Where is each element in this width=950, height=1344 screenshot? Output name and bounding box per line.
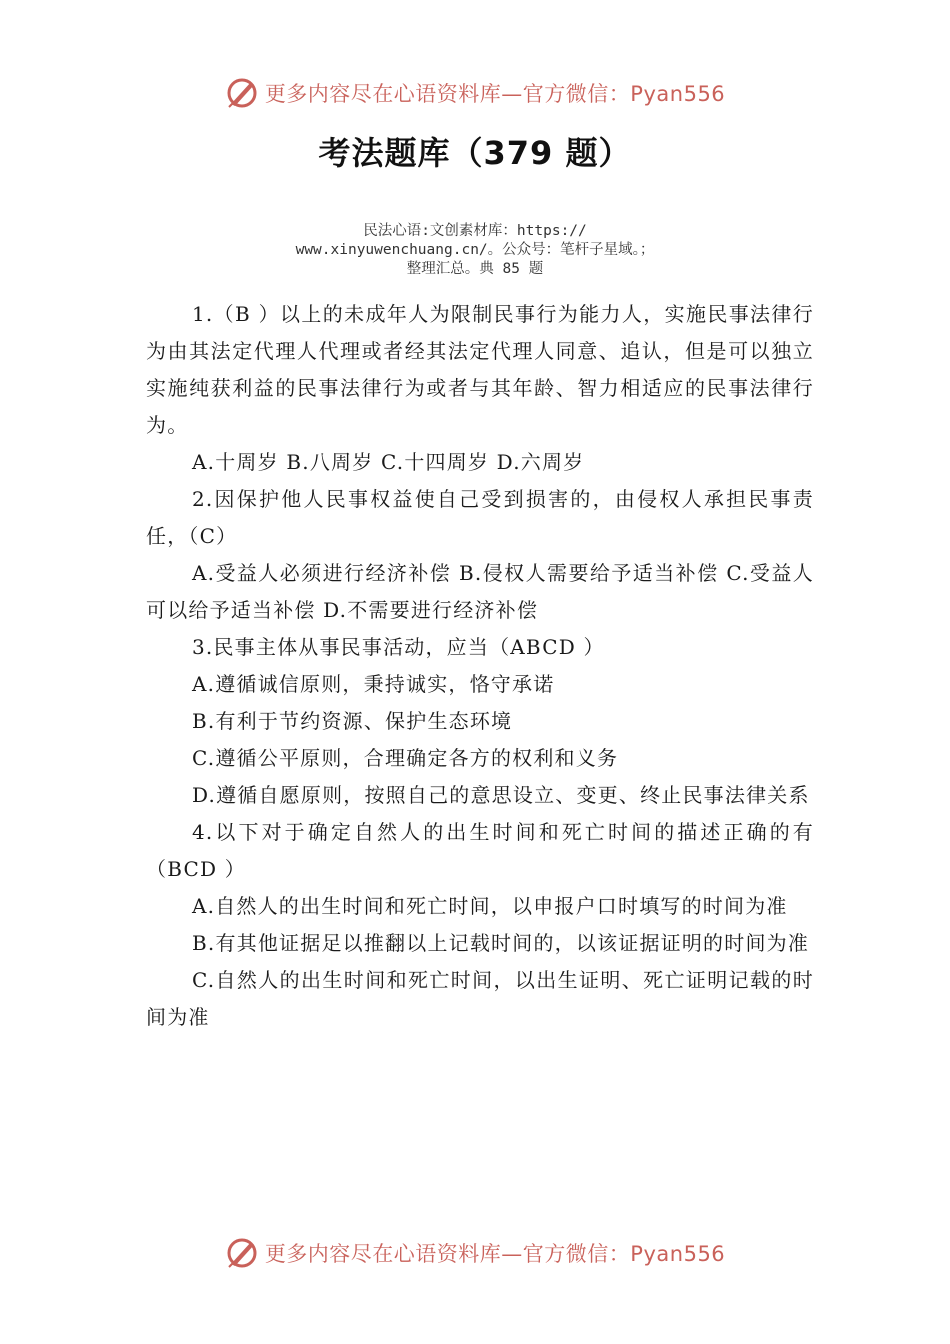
source-line-1: 民法心语:文创素材库：https://: [363, 223, 587, 239]
footer-banner-text: 更多内容尽在心语资料库—官方微信：Pyan556: [264, 1242, 726, 1266]
question-3-option-c: C.遵循公平原则，合理确定各方的权利和义务: [192, 746, 619, 770]
question-4-option-b: B.有其他证据足以推翻以上记载时间的，以该证据证明的时间为准: [192, 931, 810, 955]
header-banner: [0, 73, 950, 113]
source-note: [0, 222, 950, 279]
question-2-stem: 2.因保护他人民事权益使自己受到损害的，由侵权人承担民事责任，（C）: [146, 487, 814, 548]
question-3-stem: 3.民事主体从事民事活动，应当（ABCD ）: [192, 635, 605, 659]
question-2-options: A.受益人必须进行经济补偿 B.侵权人需要给予适当补偿 C.受益人可以给予适当补偿 D.不需要进行经济补偿: [146, 561, 814, 622]
question-body: [146, 296, 814, 1036]
question-3-option-a: A.遵循诚信原则，秉持诚实，恪守承诺: [192, 672, 555, 696]
pen-logo-icon: [225, 1236, 259, 1270]
question-3-option-b: B.有利于节约资源、保护生态环境: [192, 709, 513, 733]
page-title: 考法题库（379 题）: [318, 134, 632, 172]
question-1-stem: 1.（B ）以上的未成年人为限制民事行为能力人，实施民事法律行为由其法定代理人代理或者经其法定代理人同意、追认，但是可以独立实施纯获利益的民事法律行为或者与其年龄、智力相适应的民事法律行为。: [146, 302, 814, 437]
header-banner-text: 更多内容尽在心语资料库—官方微信：Pyan556: [264, 82, 726, 106]
pen-logo-icon: [225, 76, 259, 110]
source-line-3: 整理汇总。典 85 题: [406, 261, 544, 277]
question-1-options: A.十周岁 B.八周岁 C.十四周岁 D.六周岁: [192, 450, 585, 474]
question-4-option-a: A.自然人的出生时间和死亡时间，以申报户口时填写的时间为准: [192, 894, 788, 918]
question-3-option-d: D.遵循自愿原则，按照自己的意思设立、变更、终止民事法律关系: [192, 783, 810, 807]
footer-banner: [0, 1233, 950, 1273]
source-line-2: www.xinyuwenchuang.cn/。公众号：笔杆子星域。；: [295, 242, 655, 258]
question-4-option-c: C.自然人的出生时间和死亡时间，以出生证明、死亡证明记载的时间为准: [146, 968, 814, 1029]
question-4-stem: 4.以下对于确定自然人的出生时间和死亡时间的描述正确的有（BCD ）: [146, 820, 814, 881]
